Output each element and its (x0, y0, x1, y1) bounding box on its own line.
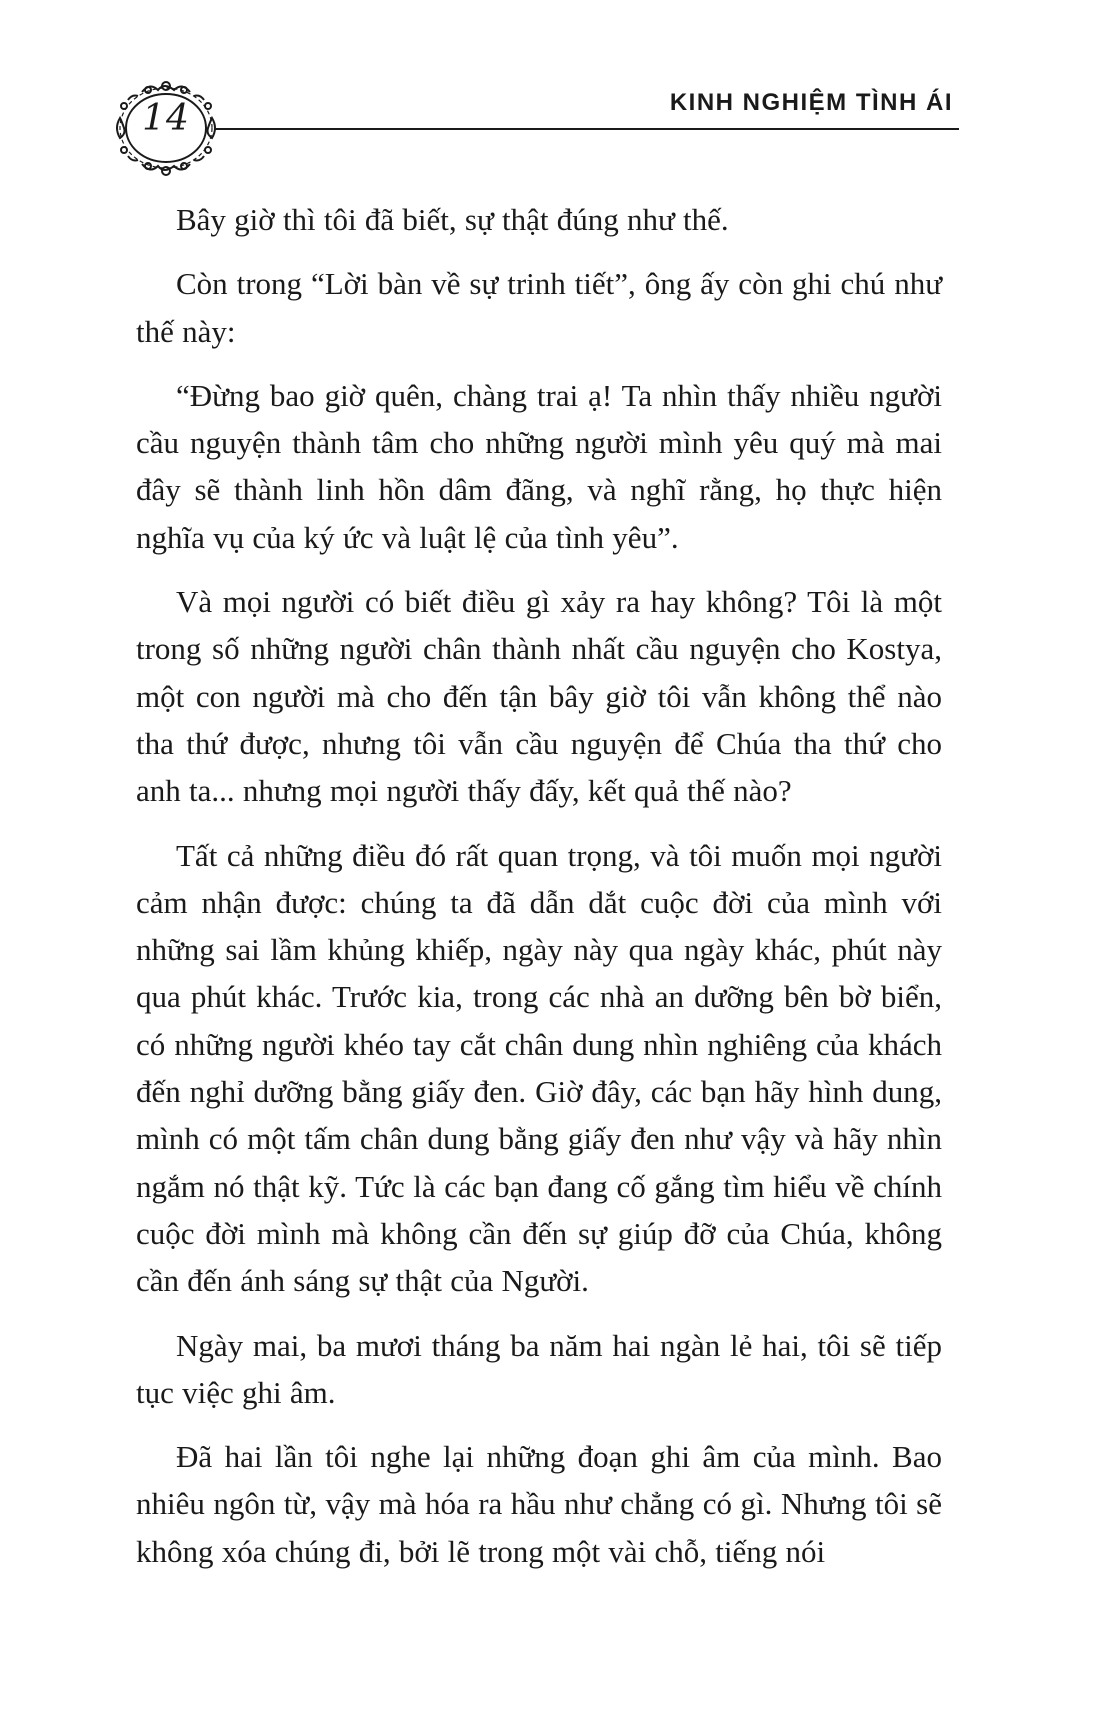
body-text (136, 196, 942, 1592)
paragraph: “Đừng bao giờ quên, chàng trai ạ! Ta nhìn thấy nhiều người cầu nguyện thành tâm cho những người mình yêu quý mà mai đây sẽ thành linh hồn dâm đãng, và nghĩ rằng, họ thực hiện nghĩa vụ của ký ức và luật lệ của tình yêu”. (136, 377, 942, 555)
page-number: 14 (142, 98, 190, 139)
header-divider (214, 128, 959, 130)
paragraph: Và mọi người có biết điều gì xảy ra hay không? Tôi là một trong số những người chân thành nhất cầu nguyện cho Kostya, một con người mà cho đến tận bây giờ tôi vẫn không thể nào tha thứ được, nhưng tôi vẫn cầu nguyện để Chúa tha thứ cho anh ta... nhưng mọi người thấy đấy, kết quả thế nào? (136, 584, 942, 809)
paragraph: Ngày mai, ba mươi tháng ba năm hai ngàn lẻ hai, tôi sẽ tiếp tục việc ghi âm. (136, 1327, 942, 1410)
paragraph: Tất cả những điều đó rất quan trọng, và tôi muốn mọi người cảm nhận được: chúng ta đã dẫn dắt cuộc đời của mình với những sai lầm khủng khiếp, ngày này qua ngày khác, phút này qua phút khác. Trước kia, trong các nhà an dưỡng bên bờ biển, có những người khéo tay cắt chân dung nhìn nghiêng của khách đến nghỉ dưỡng bằng giấy đen. Giờ đây, các bạn hãy hình dung, mình có một tấm chân dung bằng giấy đen như vậy và hãy nhìn ngắm nó thật kỹ. Tức là các bạn đang cố gắng tìm hiểu về chính cuộc đời mình mà không cần đến sự giúp đỡ của Chúa, không cần đến ánh sáng sự thật của Người. (136, 837, 942, 1299)
paragraph: Còn trong “Lời bàn về sự trinh tiết”, ông ấy còn ghi chú như thế này: (136, 266, 942, 349)
running-header-title: KINH NGHIỆM TÌNH ÁI (669, 89, 953, 116)
paragraph: Đã hai lần tôi nghe lại những đoạn ghi âm của mình. Bao nhiêu ngôn từ, vậy mà hóa ra hầu như chẳng có gì. Nhưng tôi sẽ không xóa chúng đi, bởi lẽ trong một vài chỗ, tiếng nói (136, 1439, 942, 1569)
paragraph: Bây giờ thì tôi đã biết, sự thật đúng như thế. (176, 202, 729, 237)
